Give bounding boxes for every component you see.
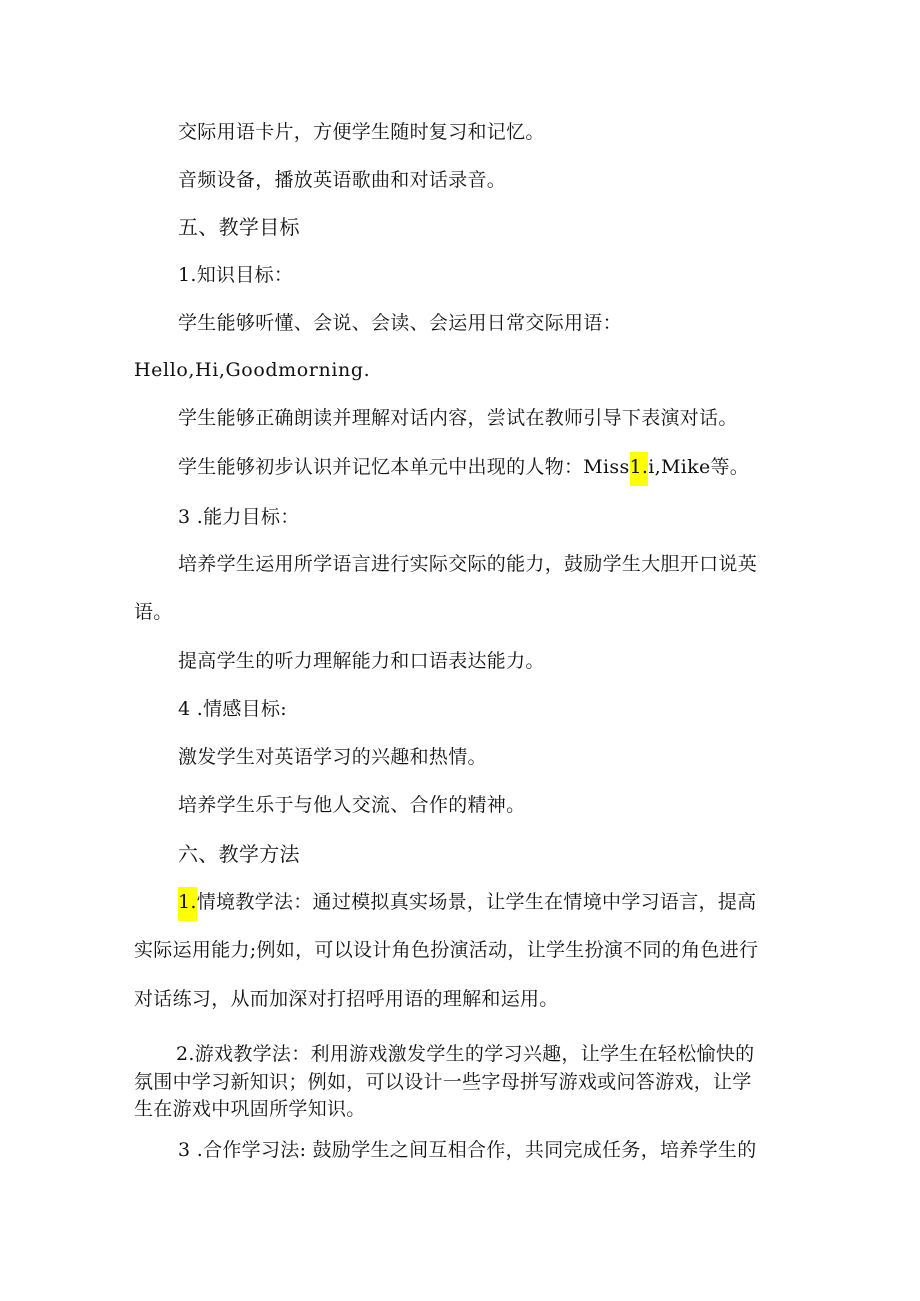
text-line: 3 .合作学习法: 鼓励学生之间互相合作，共同完成任务，培养学生的: [178, 1139, 757, 1161]
text-line: 培养学生乐于与他人交流、合作的精神。: [178, 794, 526, 816]
text-line: 语。: [134, 601, 173, 623]
text-line: 学生能够正确朗读并理解对话内容，尝试在教师引导下表演对话。: [178, 407, 738, 429]
text-line: 实际运用能力;例如，可以设计角色扮演活动，让学生扮演不同的角色进行: [134, 939, 759, 961]
subsection-heading: 1.知识目标：: [178, 264, 294, 286]
section-heading: 六、教学方法: [178, 842, 300, 866]
characters-line-after: i,Mike等。: [648, 456, 750, 478]
highlighted-text: 1.: [178, 887, 197, 921]
subsection-heading: 4 .情感目标:: [178, 698, 287, 720]
text-line: 交际用语卡片，方便学生随时复习和记忆。: [178, 121, 545, 143]
text-line: 2.游戏教学法：利用游戏激发学生的学习兴趣，让学生在轻松愉快的: [176, 1043, 755, 1065]
characters-line: [178, 454, 749, 480]
text-line: 提高学生的听力理解能力和口语表达能力。: [178, 650, 545, 672]
text-line: 氛围中学习新知识；例如，可以设计一些字母拼写游戏或问答游戏，让学: [134, 1071, 752, 1093]
situation-line-after: 情境教学法：通过模拟真实场景，让学生在情境中学习语言，提高: [196, 891, 757, 913]
text-line: 生在游戏中巩固所学知识。: [134, 1098, 366, 1120]
text-line: 对话练习，从而加深对打招呼用语的理解和运用。: [134, 988, 559, 1010]
text-line: 音频设备，播放英语歌曲和对话录音。: [178, 169, 507, 191]
situation-line: [178, 889, 756, 915]
text-line: 激发学生对英语学习的兴趣和热情。: [178, 746, 487, 768]
text-line: Hello,Hi,Goodmorning.: [134, 359, 371, 381]
characters-line-before: 学生能够初步认识并记忆本单元中出现的人物：Miss: [178, 456, 630, 478]
subsection-heading: 3 .能力目标：: [178, 506, 300, 528]
text-line: 培养学生运用所学语言进行实际交际的能力，鼓励学生大胆开口说英: [178, 553, 758, 575]
text-line: 学生能够听懂、会说、会读、会运用日常交际用语：: [178, 312, 622, 334]
section-heading: 五、教学目标: [178, 215, 300, 239]
highlighted-text: 1.: [630, 452, 649, 486]
